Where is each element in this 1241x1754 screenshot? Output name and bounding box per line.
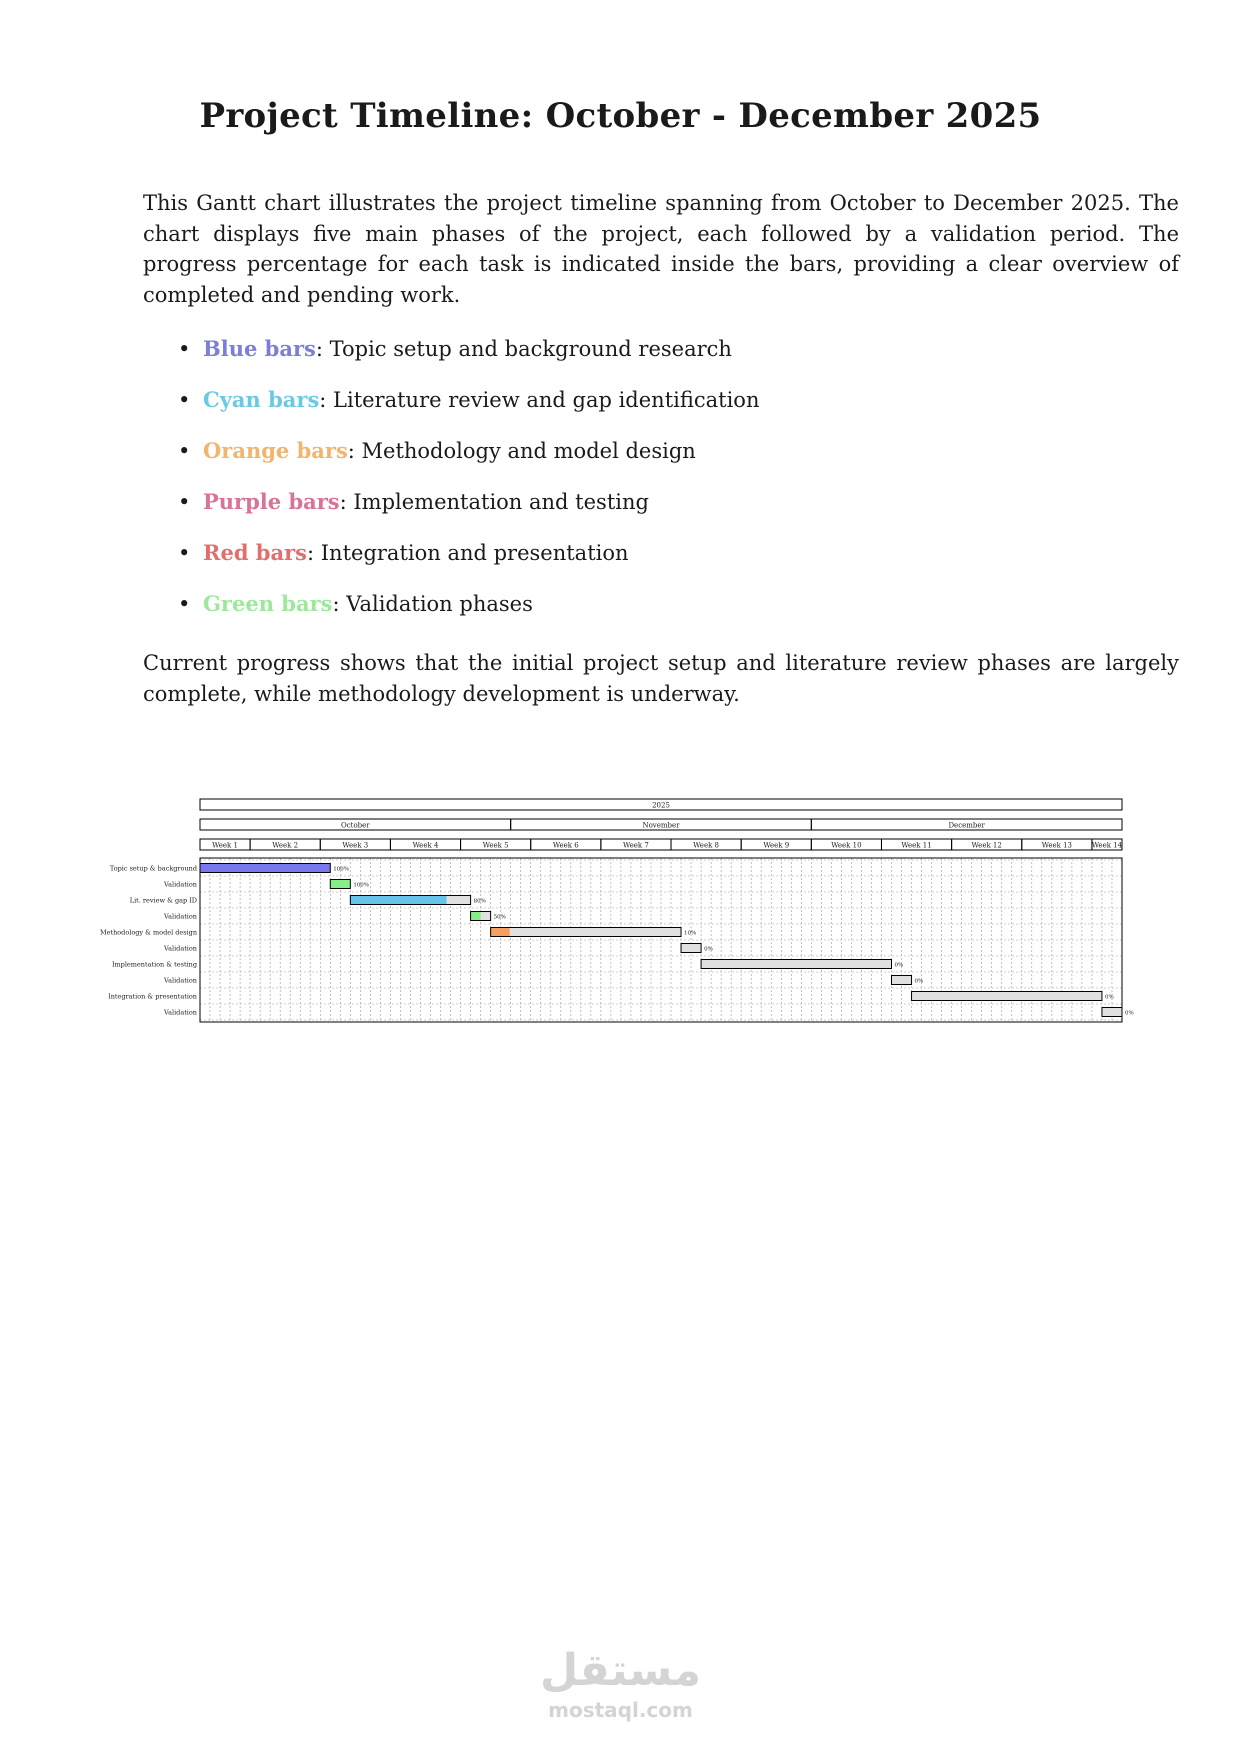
gantt-week-label: Week 11 — [901, 841, 932, 850]
legend-item-blue — [203, 334, 759, 364]
gantt-task-label: Implementation & testing — [111, 960, 197, 969]
gantt-week-cell — [531, 839, 601, 850]
legend-name: Blue bars — [203, 336, 316, 361]
gantt-bar-outline — [330, 880, 350, 889]
gantt-week-cell — [671, 839, 741, 850]
legend-desc: : Implementation and testing — [339, 490, 649, 514]
gantt-bar-pending — [200, 864, 330, 873]
gantt-month-cell — [200, 819, 511, 830]
gantt-bar-outline — [200, 864, 330, 873]
gantt-task-label: Validation — [164, 976, 197, 985]
gantt-week-label: Week 3 — [342, 841, 369, 850]
gantt-bar-outline — [491, 928, 681, 937]
gantt-body-frame — [200, 858, 1122, 1022]
intro-paragraph: This Gantt chart illustrates the project timeline spanning from October to December 2025. The chart displays five main phases of the project, each followed by a validation period. The progress percentage for each task is indicated inside the bars, providing a clear overview of completed and pending work. — [143, 191, 1179, 307]
gantt-week-label: Week 4 — [412, 841, 439, 850]
gantt-week-cell — [811, 839, 881, 850]
gantt-bar-outline — [681, 944, 701, 953]
gantt-week-cell — [1022, 839, 1092, 850]
gantt-bar-progress — [491, 928, 510, 937]
legend-item-red — [203, 538, 759, 568]
gantt-task-label: Validation — [164, 880, 197, 889]
gantt-bar-progress — [200, 864, 330, 873]
gantt-month-label: December — [948, 821, 985, 830]
gantt-task-label: Lit. review & gap ID — [129, 896, 197, 905]
gantt-week-label: Week 6 — [552, 841, 579, 850]
gantt-bar-progress — [350, 896, 446, 905]
gantt-week-cell — [952, 839, 1022, 850]
legend-desc: : Integration and presentation — [307, 541, 629, 565]
legend-name: Purple bars — [203, 489, 340, 514]
closing-paragraph: Current progress shows that the initial project setup and literature review phases are largely complete, while methodology development is underway. — [143, 651, 1179, 706]
gantt-progress-label: 0% — [914, 978, 924, 985]
gantt-bar-pending — [1102, 1008, 1122, 1017]
gantt-progress-label: 100% — [353, 882, 370, 889]
gantt-progress-label: 0% — [704, 946, 713, 953]
gantt-week-label: Week 9 — [763, 841, 790, 850]
gantt-bar-outline — [350, 896, 470, 905]
legend-item-orange — [203, 436, 759, 466]
gantt-week-label: Week 1 — [212, 841, 238, 850]
gantt-task-label: Validation — [164, 944, 197, 953]
gantt-bar-pending — [330, 880, 350, 889]
watermark-text: mostaql.com — [548, 1698, 693, 1722]
gantt-week-label: Week 13 — [1041, 841, 1073, 850]
gantt-week-label: Week 5 — [482, 841, 509, 850]
gantt-week-label: Week 8 — [693, 841, 720, 850]
gantt-progress-label: 50% — [493, 914, 506, 921]
gantt-task-label: Integration & presentation — [108, 992, 197, 1001]
gantt-bar-outline — [912, 992, 1102, 1001]
gantt-week-cell — [250, 839, 320, 850]
gantt-bar-pending — [681, 944, 701, 953]
legend-name: Cyan bars — [203, 387, 320, 412]
gantt-progress-label: 0% — [1104, 994, 1114, 1001]
gantt-bar-outline — [701, 960, 891, 969]
gantt-progress-label: 100% — [333, 866, 350, 873]
gantt-task-label: Validation — [164, 1008, 197, 1017]
gantt-month-label: October — [341, 821, 370, 830]
gantt-bar-progress — [330, 880, 350, 889]
gantt-week-cell — [601, 839, 671, 850]
gantt-week-label: Week 14 — [1091, 841, 1123, 850]
gantt-bar-pending — [350, 896, 470, 905]
color-legend-list — [143, 334, 759, 640]
legend-item-purple — [203, 487, 759, 517]
legend-item-cyan — [203, 385, 759, 415]
gantt-week-cell — [741, 839, 811, 850]
legend-desc: : Literature review and gap identification — [319, 388, 760, 412]
gantt-bar-outline — [892, 976, 912, 985]
gantt-week-label: Week 12 — [971, 841, 1002, 850]
gantt-week-cell — [200, 839, 250, 850]
gantt-year-label: 2025 — [652, 801, 670, 810]
gantt-week-cell — [881, 839, 951, 850]
gantt-task-label: Validation — [164, 912, 197, 921]
watermark-logo: مستقل — [540, 1645, 701, 1696]
gantt-bar-pending — [912, 992, 1102, 1001]
legend-name: Red bars — [203, 540, 307, 565]
gantt-bar-outline — [1102, 1008, 1122, 1017]
gantt-bar-progress — [471, 912, 481, 921]
gantt-week-cell — [461, 839, 531, 850]
legend-desc: : Methodology and model design — [347, 439, 696, 463]
legend-name: Orange bars — [203, 438, 348, 463]
legend-item-green — [203, 589, 759, 619]
gantt-week-label: Week 10 — [831, 841, 862, 850]
legend-name: Green bars — [203, 591, 333, 616]
gantt-bar-outline — [471, 912, 491, 921]
gantt-month-cell — [511, 819, 812, 830]
gantt-week-cell — [1092, 839, 1122, 850]
gantt-bar-pending — [471, 912, 491, 921]
page-title: Project Timeline: October - December 2025 — [199, 96, 1042, 136]
legend-desc: : Topic setup and background research — [315, 337, 732, 361]
gantt-bar-pending — [491, 928, 681, 937]
gantt-week-label: Week 2 — [272, 841, 299, 850]
gantt-progress-label: 0% — [894, 962, 904, 969]
gantt-task-label: Topic setup & background — [109, 864, 197, 873]
gantt-progress-label: 80% — [473, 898, 486, 905]
gantt-year-cell — [200, 799, 1122, 810]
gantt-progress-label: 10% — [684, 930, 697, 937]
gantt-week-cell — [320, 839, 390, 850]
legend-desc: : Validation phases — [332, 592, 533, 616]
gantt-progress-label: 0% — [1125, 1010, 1134, 1017]
gantt-month-label: November — [642, 821, 680, 830]
gantt-month-cell — [811, 819, 1122, 830]
gantt-bar-pending — [701, 960, 891, 969]
gantt-week-cell — [390, 839, 460, 850]
gantt-week-label: Week 7 — [623, 841, 649, 850]
gantt-task-label: Methodology & model design — [99, 928, 197, 937]
gantt-bar-pending — [892, 976, 912, 985]
